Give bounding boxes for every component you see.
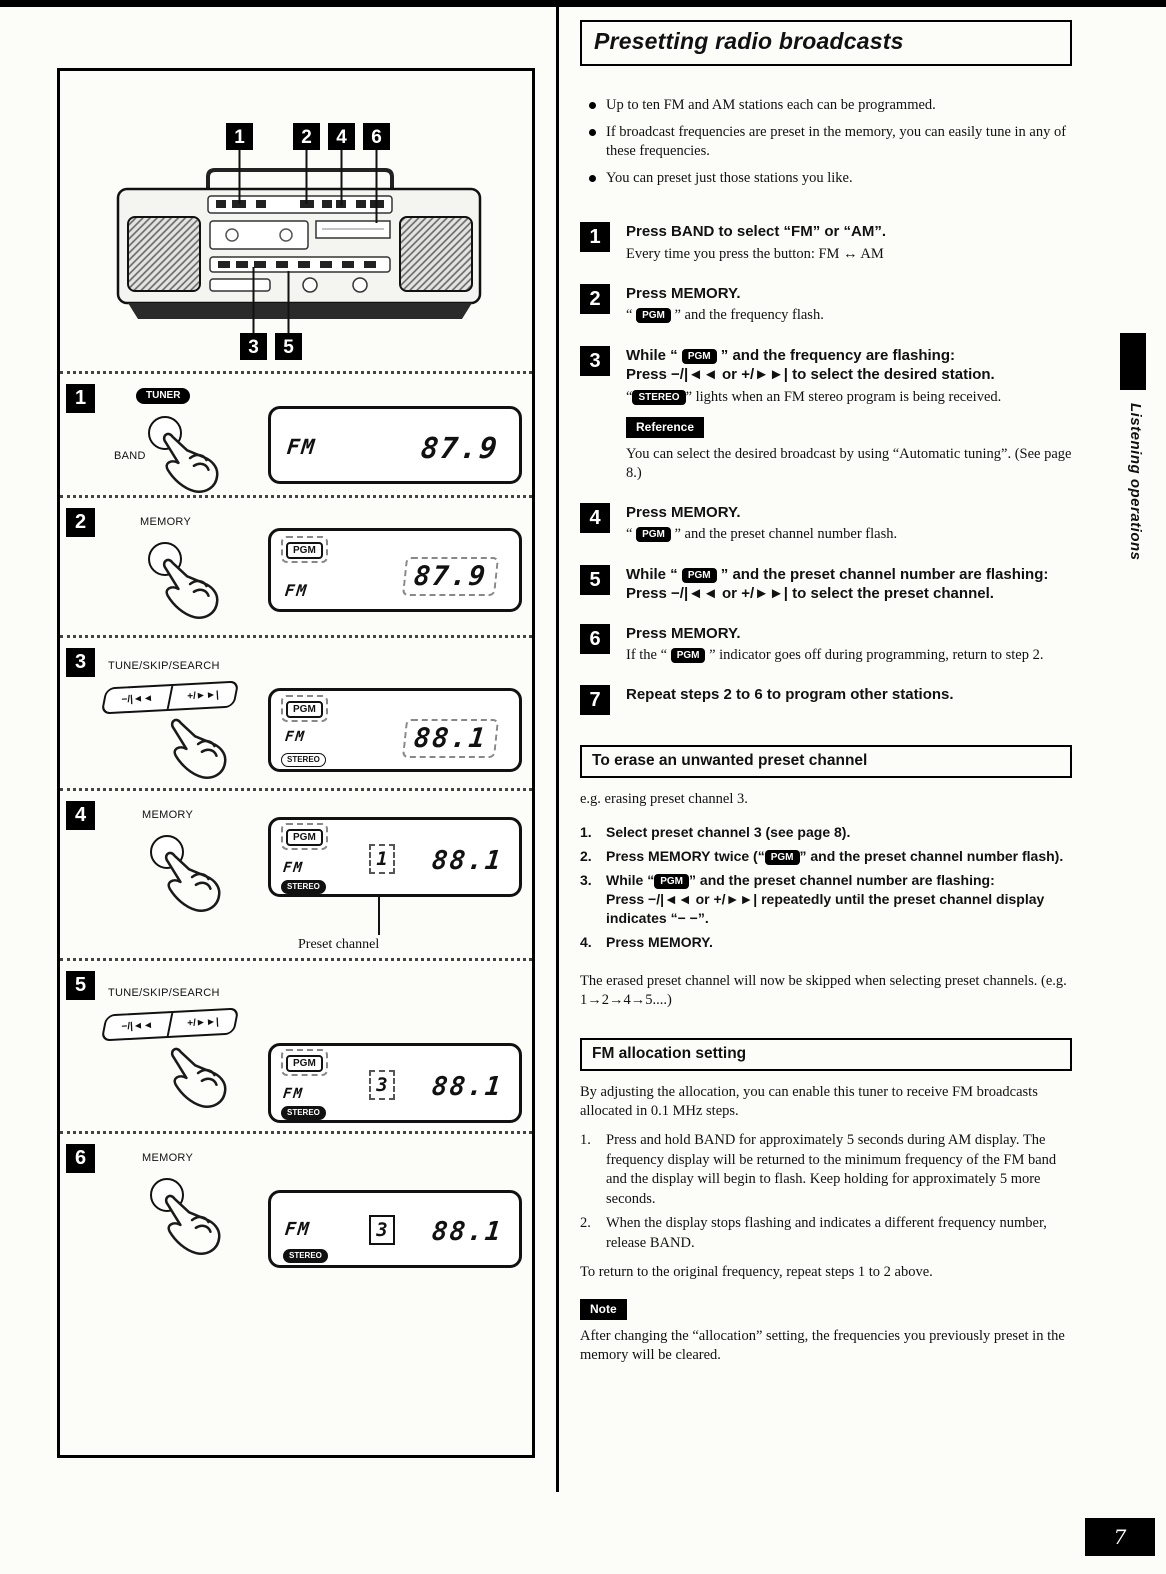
step-number-badge: 3 xyxy=(580,346,610,376)
left-speaker xyxy=(128,217,200,291)
note-badge: Note xyxy=(580,1299,627,1320)
top-rule xyxy=(0,0,1166,7)
column-divider xyxy=(556,7,559,1492)
pgm-flash-marks xyxy=(281,536,328,563)
panel-step-6 xyxy=(60,1131,532,1455)
lcd-display-5 xyxy=(268,1043,522,1123)
pointing-hand-icon xyxy=(162,847,224,913)
intro-bullets xyxy=(586,96,1072,188)
bullet-item: If broadcast frequencies are preset in the memory, you can easily tune in any of these frequencies. xyxy=(586,123,1072,162)
tune-rocker-illustration xyxy=(101,1008,240,1042)
frequency-readout: 87.9 xyxy=(419,431,501,465)
memory-label: MEMORY xyxy=(142,809,194,821)
erase-item-1: 1. Select preset channel 3 (see page 8). xyxy=(580,824,851,841)
band-indicator: FM xyxy=(282,1086,305,1102)
stereo-badge: STEREO xyxy=(632,390,685,405)
callout-2: 2 xyxy=(301,127,312,148)
allocation-section-title: FM allocation setting xyxy=(580,1038,1072,1071)
pgm-flash-marks xyxy=(281,695,328,722)
stereo-indicator: STEREO xyxy=(281,880,326,894)
band-indicator: FM xyxy=(282,860,305,876)
callout-4: 4 xyxy=(336,127,347,148)
step-number-badge: 5 xyxy=(580,565,610,595)
allocation-item-1: 1. Press and hold BAND for approximately 5 seconds during AM display. The frequency display will be returned to the minimum frequency of the FM band and the display will begin to flash. Keep holding for approximately 5 more seconds. xyxy=(580,1132,1057,1207)
panel-step-3 xyxy=(60,635,532,788)
frequency-readout: 88.1 xyxy=(430,1072,505,1102)
note-body: After changing the “allocation” setting, the frequencies you previously preset in the memory will be cleared. xyxy=(580,1327,1065,1363)
right-speaker xyxy=(400,217,472,291)
step-number-badge: 2 xyxy=(580,284,610,314)
pgm-badge: PGM xyxy=(636,308,671,323)
stereo-indicator: STEREO xyxy=(283,1249,328,1263)
pgm-badge: PGM xyxy=(654,874,689,889)
callout-3: 3 xyxy=(248,337,259,358)
step-1 xyxy=(580,222,1072,264)
step-heading: Press MEMORY. xyxy=(626,503,741,521)
reference-badge: Reference xyxy=(626,417,704,438)
bullet-item: Up to ten FM and AM stations each can be programmed. xyxy=(586,96,1072,116)
step-body: Every time you press the button: FM ↔ AM xyxy=(626,245,884,262)
preset-channel-indicator: 3 xyxy=(369,1215,395,1245)
lcd-display-3 xyxy=(268,688,522,772)
pgm-badge: PGM xyxy=(765,850,800,865)
callout-5: 5 xyxy=(283,337,294,358)
pointing-hand-icon xyxy=(168,714,230,780)
band-label: BAND xyxy=(114,450,146,462)
step-heading: Press −/|◄◄ or +/►►| to select the preset channel. xyxy=(626,585,994,602)
erase-intro: e.g. erasing preset channel 3. xyxy=(580,791,748,808)
step-number-badge: 1 xyxy=(580,222,610,252)
panel-step-2 xyxy=(60,495,532,635)
callout-6: 6 xyxy=(371,127,382,148)
illustration-panel xyxy=(57,68,535,1458)
band-indicator: FM xyxy=(285,435,318,459)
article-title-box xyxy=(580,20,1072,66)
preset-channel-caption: Preset channel xyxy=(298,937,380,952)
skip-forward-key: +/►►| xyxy=(186,689,219,703)
step-4 xyxy=(580,503,1072,545)
frequency-readout: 88.1 xyxy=(430,1217,505,1247)
step-heading: Press MEMORY. xyxy=(626,284,741,302)
pgm-badge: PGM xyxy=(636,527,671,542)
erase-item-3: 3. While “ PGM ” and the preset channel number are flashing: Press −/|◄◄ or +/►►| repeatedly until the preset channel display indicates “− −”. xyxy=(580,872,1045,926)
pointing-hand-icon xyxy=(160,554,222,620)
band-indicator: FM xyxy=(284,729,307,745)
step-number-badge: 3 xyxy=(66,648,95,677)
skip-back-key: −/|◄◄ xyxy=(103,1013,173,1039)
panel-step-4 xyxy=(60,788,532,958)
erase-item-2: 2. Press MEMORY twice (“ PGM ” and the preset channel number flash). xyxy=(580,848,1064,865)
allocation-item-2: 2. When the display stops flashing and indicates a different frequency number, release BAND. xyxy=(580,1215,1047,1251)
step-heading: While “ PGM ” and the preset channel number are flashing: xyxy=(626,565,1049,583)
pointing-hand-icon xyxy=(160,428,222,494)
memory-label: MEMORY xyxy=(142,1152,194,1164)
pgm-indicator: PGM xyxy=(286,542,323,559)
lcd-display-6 xyxy=(268,1190,522,1268)
step-heading: While “ PGM ” and the frequency are flashing: xyxy=(626,346,956,364)
band-indicator: FM xyxy=(284,581,310,600)
step-body: If the “ PGM ” indicator goes off during programming, return to step 2. xyxy=(626,647,1044,663)
pgm-flash-marks xyxy=(281,1049,328,1076)
step-number-badge: 4 xyxy=(580,503,610,533)
stereo-indicator: STEREO xyxy=(281,753,326,767)
step-6 xyxy=(580,624,1072,666)
lcd-display-4 xyxy=(268,817,522,897)
bullet-item: You can preset just those stations you like. xyxy=(586,169,1072,189)
step-heading: Press MEMORY. xyxy=(626,624,741,642)
step-heading: Repeat steps 2 to 6 to program other stations. xyxy=(626,686,954,704)
step-number-badge: 6 xyxy=(580,624,610,654)
callout-1: 1 xyxy=(234,127,245,148)
tune-skip-search-label: TUNE/SKIP/SEARCH xyxy=(108,660,220,672)
preset-channel-indicator: 1 xyxy=(369,844,395,874)
page-number: 7 xyxy=(1085,1518,1155,1556)
step-heading: Press BAND to select “FM” or “AM”. xyxy=(626,223,887,241)
step-heading: Press −/|◄◄ or +/►►| to select the desired station. xyxy=(626,366,995,383)
pgm-indicator: PGM xyxy=(286,829,323,846)
allocation-intro: By adjusting the allocation, you can enable this tuner to receive FM broadcasts allocated in 0.1 MHz steps. xyxy=(580,1083,1038,1119)
tune-skip-search-label: TUNE/SKIP/SEARCH xyxy=(108,987,220,999)
chapter-tab xyxy=(1120,333,1146,390)
step-3 xyxy=(580,346,1072,483)
pgm-flash-marks xyxy=(281,823,328,850)
step-number-badge: 5 xyxy=(66,971,95,1000)
band-indicator: FM xyxy=(283,1219,312,1240)
frequency-readout: 88.1 xyxy=(402,719,499,758)
step-body: “ STEREO ” lights when an FM stereo program is being received. xyxy=(626,388,1002,405)
allocation-outro: To return to the original frequency, repeat steps 1 to 2 above. xyxy=(580,1264,933,1281)
step-number-badge: 7 xyxy=(580,685,610,715)
skip-back-key: −/|◄◄ xyxy=(103,686,173,712)
lcd-display-1 xyxy=(268,406,522,484)
lcd-display-2 xyxy=(268,528,522,612)
frequency-readout: 88.1 xyxy=(430,846,505,876)
tuner-button-label: TUNER xyxy=(136,388,190,404)
step-number-badge: 1 xyxy=(66,384,95,413)
device-illustration xyxy=(60,71,532,371)
erase-outro: The erased preset channel will now be skipped when selecting preset channels. (e.g. 1→2→4→5....) xyxy=(580,972,1067,1008)
article-title: Presetting radio broadcasts xyxy=(594,28,904,54)
step-number-badge: 6 xyxy=(66,1144,95,1173)
pgm-badge: PGM xyxy=(682,349,717,364)
stereo-indicator: STEREO xyxy=(281,1106,326,1120)
step-2 xyxy=(580,284,1072,326)
step-number-badge: 4 xyxy=(66,801,95,830)
step-7 xyxy=(580,685,1072,715)
instructions-column xyxy=(580,20,1072,1365)
pgm-badge: PGM xyxy=(671,648,706,663)
erase-item-4: 4. Press MEMORY. xyxy=(580,933,713,950)
panel-step-1 xyxy=(60,371,532,495)
step-body: “ PGM ” and the preset channel number flash. xyxy=(626,526,898,543)
panel-step-5 xyxy=(60,958,532,1131)
step-body: “ PGM ” and the frequency flash. xyxy=(626,307,824,324)
pgm-indicator: PGM xyxy=(286,1055,323,1072)
memory-label: MEMORY xyxy=(140,516,192,528)
erase-section-title: To erase an unwanted preset channel xyxy=(580,745,1072,778)
chapter-label: Listening operations xyxy=(1127,403,1144,561)
skip-forward-key: +/►►| xyxy=(186,1016,219,1030)
pgm-indicator: PGM xyxy=(286,701,323,718)
step-number-badge: 2 xyxy=(66,508,95,537)
frequency-readout: 87.9 xyxy=(402,557,499,596)
pointing-hand-icon xyxy=(168,1043,230,1109)
pgm-badge: PGM xyxy=(682,568,717,583)
preset-channel-indicator: 3 xyxy=(369,1070,395,1100)
tune-rocker-illustration xyxy=(101,681,240,715)
pointing-hand-icon xyxy=(162,1190,224,1256)
step-5 xyxy=(580,565,1072,604)
reference-body: You can select the desired broadcast by using “Automatic tuning”. (See page 8.) xyxy=(626,445,1072,481)
preset-channel-pointer xyxy=(378,897,380,935)
